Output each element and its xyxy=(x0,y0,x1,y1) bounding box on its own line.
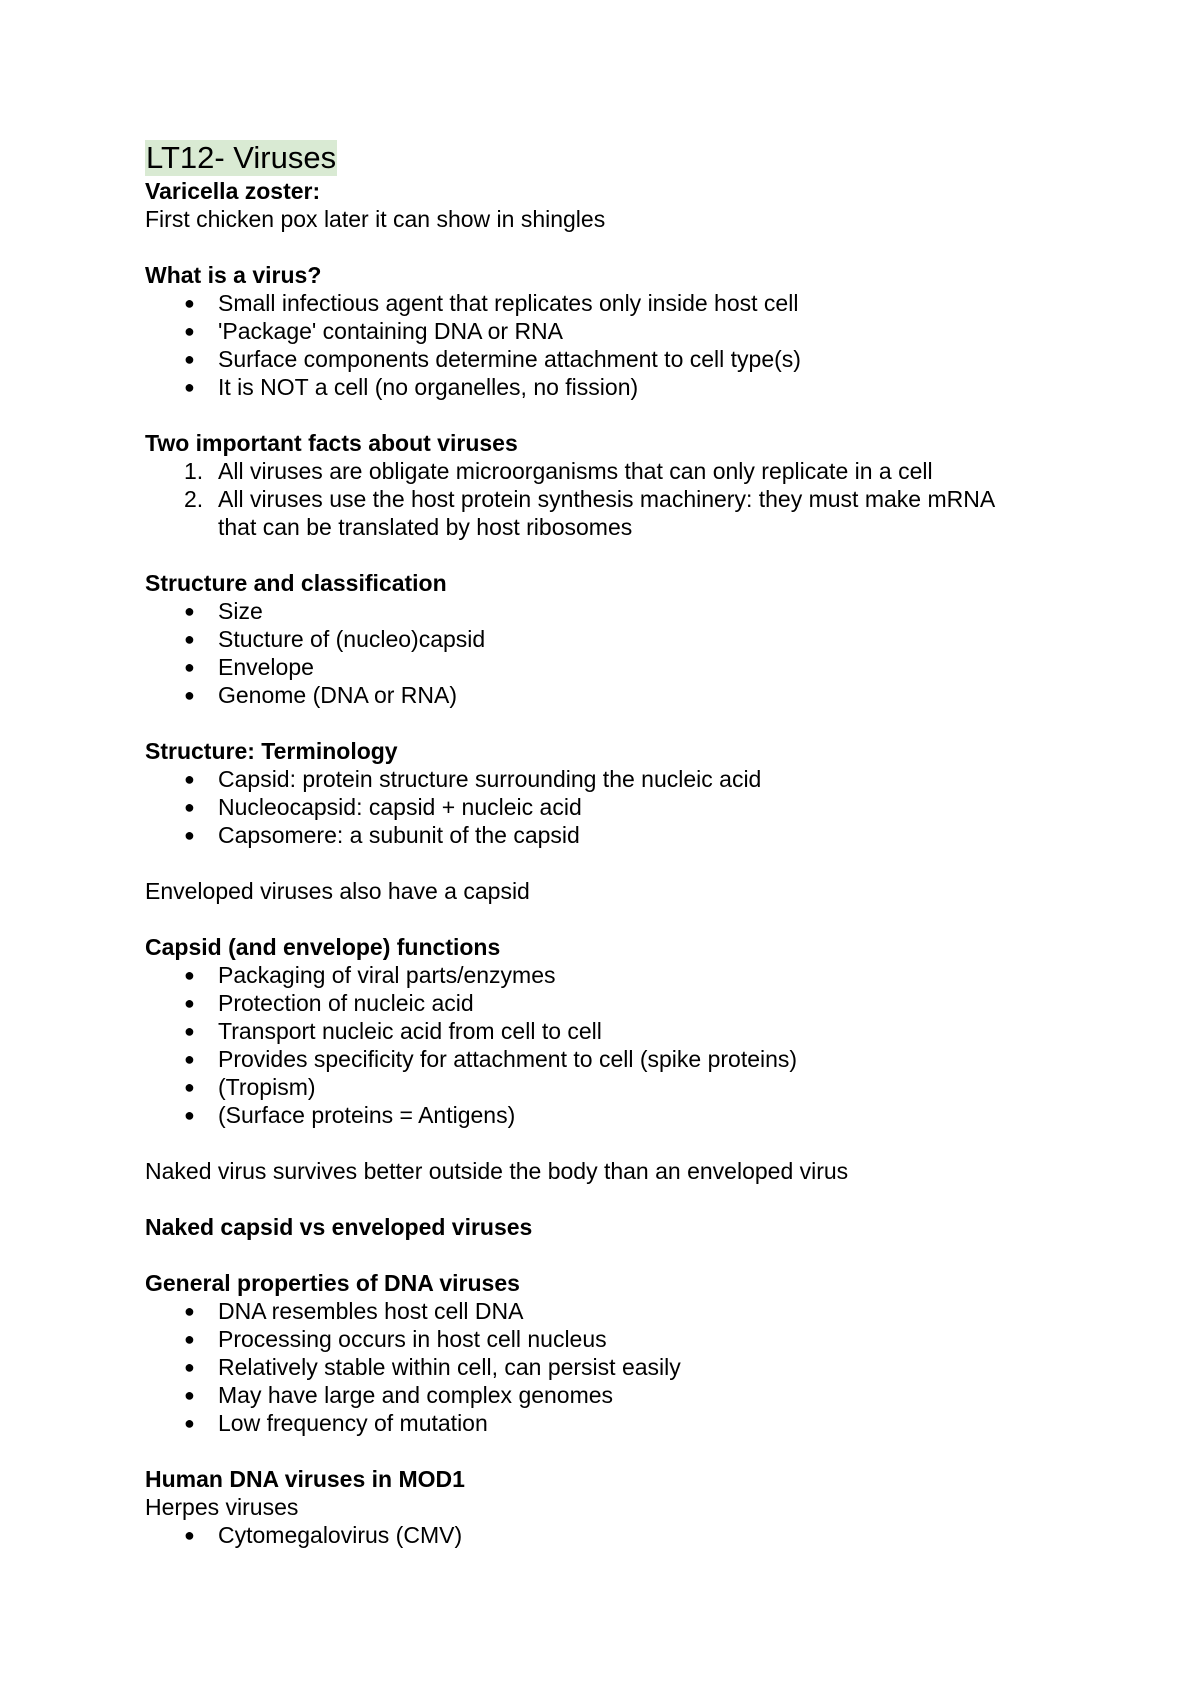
bullet-icon: ● xyxy=(184,657,195,677)
bullet-icon: ● xyxy=(184,1105,195,1125)
list-item: ● Low frequency of mutation xyxy=(184,1410,488,1436)
bullet-icon: ● xyxy=(184,769,195,789)
list-item: ● Protection of nucleic acid xyxy=(184,990,474,1016)
spacer xyxy=(145,1241,1080,1269)
spacer xyxy=(145,1129,1080,1157)
list-item: ● Nucleocapsid: capsid + nucleic acid xyxy=(184,794,582,820)
list-item: ● Processing occurs in host cell nucleus xyxy=(184,1326,607,1352)
structure-terminology-list xyxy=(145,765,1080,849)
herpes-viruses-label: Herpes viruses xyxy=(145,1494,299,1520)
list-item: 2. All viruses use the host protein synthesis machinery: they must make mRNA that can be translated by host ribosomes xyxy=(184,486,996,540)
bullet-icon: ● xyxy=(184,1301,195,1321)
bullet-icon: ● xyxy=(184,1413,195,1433)
list-item: ● (Surface proteins = Antigens) xyxy=(184,1102,516,1128)
naked-vs-enveloped-heading: Naked capsid vs enveloped viruses xyxy=(145,1214,533,1240)
structure-classification-heading: Structure and classification xyxy=(145,570,447,596)
list-item: ● Transport nucleic acid from cell to cell xyxy=(184,1018,602,1044)
two-facts-list xyxy=(145,457,1080,541)
varicella-text: First chicken pox later it can show in shingles xyxy=(145,206,606,232)
bullet-icon: ● xyxy=(184,1021,195,1041)
list-item: ● (Tropism) xyxy=(184,1074,316,1100)
list-item: ● Envelope xyxy=(184,654,314,680)
structure-terminology-heading: Structure: Terminology xyxy=(145,738,398,764)
list-item: ● 'Package' containing DNA or RNA xyxy=(184,318,564,344)
bullet-icon: ● xyxy=(184,1077,195,1097)
dna-properties-list xyxy=(145,1297,1080,1437)
bullet-icon: ● xyxy=(184,1049,195,1069)
capsid-functions-list xyxy=(145,961,1080,1129)
structure-classification-list xyxy=(145,597,1080,709)
list-number: 2. xyxy=(184,486,204,512)
what-is-virus-heading: What is a virus? xyxy=(145,262,322,288)
capsid-functions-heading: Capsid (and envelope) functions xyxy=(145,934,501,960)
bullet-icon: ● xyxy=(184,1525,195,1545)
list-item: 1. All viruses are obligate microorganisms that can only replicate in a cell xyxy=(184,458,933,484)
bullet-icon: ● xyxy=(184,1329,195,1349)
varicella-heading: Varicella zoster: xyxy=(145,178,321,204)
bullet-icon: ● xyxy=(184,993,195,1013)
bullet-icon: ● xyxy=(184,293,195,313)
list-item: ● Size xyxy=(184,598,263,624)
list-item: ● Small infectious agent that replicates only inside host cell xyxy=(184,290,799,316)
spacer xyxy=(145,849,1080,877)
bullet-icon: ● xyxy=(184,825,195,845)
list-item: ● Provides specificity for attachment to cell (spike proteins) xyxy=(184,1046,798,1072)
bullet-icon: ● xyxy=(184,685,195,705)
spacer xyxy=(145,709,1080,737)
list-item: ● Relatively stable within cell, can persist easily xyxy=(184,1354,681,1380)
list-item: ● Capsomere: a subunit of the capsid xyxy=(184,822,580,848)
list-item: ● Genome (DNA or RNA) xyxy=(184,682,458,708)
list-item: ● Surface components determine attachment to cell type(s) xyxy=(184,346,801,372)
what-is-virus-list xyxy=(145,289,1080,401)
list-item: ● Stucture of (nucleo)capsid xyxy=(184,626,486,652)
naked-note: Naked virus survives better outside the body than an enveloped virus xyxy=(145,1158,849,1184)
bullet-icon: ● xyxy=(184,321,195,341)
list-item: ● May have large and complex genomes xyxy=(184,1382,614,1408)
spacer xyxy=(145,401,1080,429)
bullet-icon: ● xyxy=(184,1385,195,1405)
bullet-icon: ● xyxy=(184,965,195,985)
bullet-icon: ● xyxy=(184,629,195,649)
list-item: ● Capsid: protein structure surrounding the nucleic acid xyxy=(184,766,762,792)
dna-properties-heading: General properties of DNA viruses xyxy=(145,1270,520,1296)
bullet-icon: ● xyxy=(184,349,195,369)
bullet-icon: ● xyxy=(184,377,195,397)
spacer xyxy=(145,1437,1080,1465)
two-facts-heading: Two important facts about viruses xyxy=(145,430,518,456)
bullet-icon: ● xyxy=(184,1357,195,1377)
spacer xyxy=(145,541,1080,569)
list-item: ● Cytomegalovirus (CMV) xyxy=(184,1522,463,1548)
human-dna-viruses-list xyxy=(145,1521,1080,1549)
spacer xyxy=(145,1185,1080,1213)
bullet-icon: ● xyxy=(184,601,195,621)
list-item: ● DNA resembles host cell DNA xyxy=(184,1298,524,1324)
bullet-icon: ● xyxy=(184,797,195,817)
spacer xyxy=(145,905,1080,933)
list-item: ● It is NOT a cell (no organelles, no fission) xyxy=(184,374,639,400)
enveloped-note: Enveloped viruses also have a capsid xyxy=(145,878,530,904)
list-item: ● Packaging of viral parts/enzymes xyxy=(184,962,556,988)
spacer xyxy=(145,233,1080,261)
document-title: LT12- Viruses xyxy=(146,140,337,175)
human-dna-viruses-heading: Human DNA viruses in MOD1 xyxy=(145,1466,465,1492)
list-number: 1. xyxy=(184,458,204,484)
